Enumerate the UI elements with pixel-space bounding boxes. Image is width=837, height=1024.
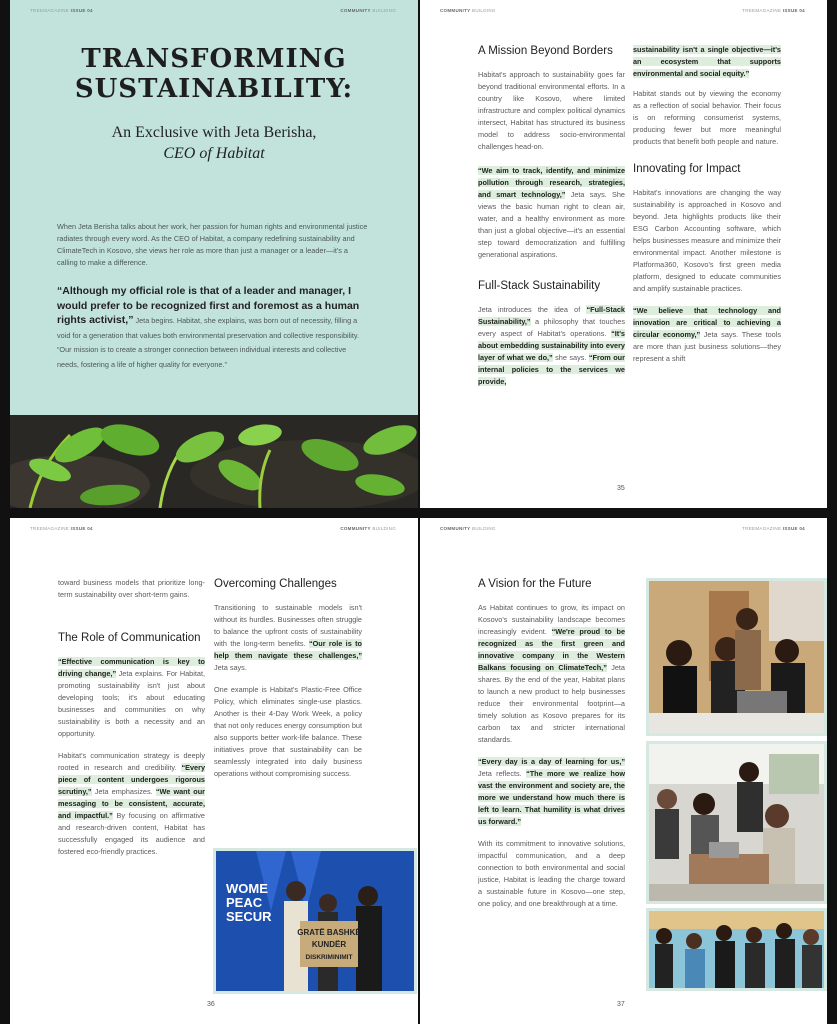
challenges-paragraph (214, 602, 362, 674)
seedlings-illustration (10, 415, 418, 508)
role-quote: “Effective communication is key to driving change,” (58, 657, 205, 678)
seedlings-photo (10, 415, 418, 508)
section-sub-label: BUILDING (472, 526, 496, 531)
issue-label: ISSUE 04 (782, 8, 805, 13)
learning-paragraph (478, 756, 625, 828)
role-paragraph (58, 656, 205, 740)
magazine-name: TREEMAGAZINE (30, 8, 70, 13)
column-text (478, 577, 625, 918)
page-number: 36 (207, 1001, 215, 1008)
learning-text: Jeta reflects. (478, 769, 527, 778)
mission-quote-follow: Jeta says. She views the basic human right to clean air, water, and a healthy environment as more than just a global objective—it's an essential step toward democratization and fulfilling generational aspirations. (478, 190, 625, 259)
article-title (10, 44, 418, 104)
women-peace-security-photo (213, 848, 417, 994)
vision-body (478, 602, 625, 910)
team-photo-3 (646, 908, 827, 991)
vision-highlight: “We're proud to be recognized as the first green and innovative company in the Western Balkans focusing on ClimateTech,” (478, 627, 625, 672)
challenges-highlight: “Our role is to help them navigate these challenges,” (214, 639, 362, 660)
right-body (633, 44, 781, 148)
innovating-quote: “We believe that technology and innovation are critical to achieving a circular economy,” (633, 306, 781, 339)
section-sub-label: BUILDING (372, 8, 396, 13)
issue-label: ISSUE 04 (70, 526, 93, 531)
strategy-text-c: By focusing on affirmative and research-driven content, Habitat has successfully engaged its audience and fostered eco-friendly practices. (58, 811, 205, 856)
section-header (440, 526, 496, 531)
vision-text-a: As Habitat continues to grow, its impact on Kosovo's sustainability landscape becomes increasingly evident. (478, 603, 625, 636)
team-photo-2 (646, 741, 827, 904)
lead-quote (57, 284, 369, 371)
event-photo-illustration (216, 851, 414, 991)
team-photo-2-illustration (649, 744, 824, 901)
title-line-2: SUSTAINABILITY: (74, 74, 354, 104)
heading-fullstack: Full-Stack Sustainability (478, 280, 601, 292)
sign-text-2: KUNDËR (311, 940, 347, 949)
article-subtitle (10, 122, 418, 164)
strategy-highlight-2: “We want our messaging to be consistent, accurate, and impactful.” (58, 787, 205, 820)
learning-highlight-2: “The more we realize how vast the environment and society are, the more we understand how much there is left to learn. That humility is what drives us forward.” (478, 769, 625, 826)
page-37 (420, 518, 827, 1024)
magazine-name: TREEMAGAZINE (742, 8, 782, 13)
fullstack-text-a: Jeta introduces the idea of (478, 305, 587, 314)
section-sub-label: BUILDING (472, 8, 496, 13)
column-right (214, 577, 362, 788)
continued-paragraph: toward business models that prioritize long-term sustainability over short-term gains. (58, 578, 205, 599)
team-photo-1 (646, 578, 827, 736)
banner-text-3: SECUR (226, 909, 272, 924)
fullstack-highlight-1: “Full-Stack Sustainability,” (478, 305, 625, 326)
lead-quote-text: “Although my official role is that of a leader and manager, I would prefer to be recognized first and foremost as a human rights activist,” (57, 285, 360, 326)
mission-body (478, 69, 625, 261)
page-36 (10, 518, 418, 1024)
economy-paragraph: Habitat stands out by viewing the economy as a reflection of social behavior. Their focus is on reforming consumerist systems, producing fewer but more meaningful products that benefit both people and nature. (633, 89, 781, 146)
heading-vision: A Vision for the Future (478, 578, 592, 590)
team-photo-3-illustration (649, 911, 824, 988)
innovating-follow: Jeta says. These tools are more than just business solutions—they represent a shift (633, 330, 782, 363)
innovating-body (633, 187, 781, 365)
team-photo-1-illustration (649, 581, 824, 733)
page-34 (10, 0, 418, 508)
section-label: COMMUNITY (340, 526, 371, 531)
role-follow: Jeta explains. For Habitat, promoting sustainability isn't just about developing tools; it's about educating businesses and communities on why sustainability is both a necessity and an opportunity. (58, 669, 206, 738)
closing-paragraph: With its commitment to innovative solutions, impactful communication, and a deep connection to both environmental and social justice, Habitat is leading the charge toward a sustainable future in Kosovo—one step, one policy, and one breakthrough at a time. (478, 839, 625, 908)
challenges-body (214, 602, 362, 780)
issue-label: ISSUE 04 (782, 526, 805, 531)
intro-paragraph: When Jeta Berisha talks about her work, her passion for human rights and environmental justice radiates through every word. As the CEO of Habitat, a company redefining sustainability and ClimateTech in Kosovo, she views her role as more than just a manager or a leader—it's a calling to make a difference. (57, 222, 368, 267)
fullstack-text-b: a philosophy that touches every aspect of Habitat's operations. (478, 317, 625, 338)
section-header (340, 8, 396, 13)
heading-innovating: Innovating for Impact (633, 163, 741, 175)
vision-paragraph (478, 602, 625, 746)
column-left (58, 577, 205, 866)
ecosystem-quote: sustainability isn't a single objective—it's an ecosystem that supports environmental and social equity.” (633, 45, 781, 78)
page-number: 35 (617, 485, 625, 492)
strategy-highlight-1: “Every piece of content undergoes rigorous scrutiny,” (58, 763, 205, 796)
learning-highlight-1: “Every day is a day of learning for us,” (478, 757, 625, 766)
running-header (742, 8, 805, 13)
running-header (30, 8, 93, 13)
issue-label: ISSUE 04 (70, 8, 93, 13)
subtitle-line-1: An Exclusive with Jeta Berisha, (111, 124, 317, 141)
page-number: 37 (617, 1001, 625, 1008)
column-right (633, 44, 781, 373)
title-line-1: TRANSFORMING (81, 44, 347, 74)
running-header (30, 526, 93, 531)
innovating-quote-paragraph (633, 305, 781, 365)
subtitle-line-2: CEO of Habitat (163, 145, 265, 162)
strategy-text-a: Habitat's communication strategy is deeply rooted in research and credibility. (58, 751, 205, 772)
strategy-text-b: Jeta emphasizes. (91, 787, 156, 796)
banner-text-2: PEAC (226, 895, 263, 910)
column-left (478, 44, 625, 396)
innovating-paragraph: Habitat's innovations are changing the way sustainability is approached in Kosovo and beyond. Jeta highlights products like their ESG Carbon Accounting software, which helps businesses measure and minimize their environmental impact. Another milestone is Platforma360, Kosovo's first green media platform, designed to educate communities and amplify sustainable practices. (633, 188, 781, 293)
strategy-paragraph (58, 750, 205, 858)
magazine-name: TREEMAGAZINE (742, 526, 782, 531)
running-header (742, 526, 805, 531)
mission-quote-paragraph (478, 165, 625, 261)
heading-role-communication: The Role of Communication (58, 632, 201, 644)
heading-mission: A Mission Beyond Borders (478, 45, 613, 57)
lead-quote-follow: Jeta begins. Habitat, she explains, was born out of necessity, filling a void for a generation that values both environmental preservation and collective responsibility. “Our mission is to create a stronger connection between individual interests and collective needs, fostering a life of higher quality for everyone.” (57, 316, 360, 369)
mission-paragraph: Habitat's approach to sustainability goes far beyond traditional environmental efforts. In a country like Kosovo, where limited infrastructure and complex political dynamics intersect, Habitat has structured its business model to address socio-environmental challenges head-on. (478, 70, 625, 151)
section-header (340, 526, 396, 531)
magazine-name: TREEMAGAZINE (30, 526, 70, 531)
fullstack-highlight-2: “It's about embedding sustainability into every layer of what we do,” (478, 329, 625, 362)
banner-text-1: WOME (226, 881, 268, 896)
challenges-text-b: Jeta says. (214, 663, 247, 672)
mission-quote: “We aim to track, identify, and minimize pollution through research, strategies, and smart technology,” (478, 166, 625, 199)
policies-paragraph: One example is Habitat's Plastic-Free Office Policy, which eliminates single-use plastics. Another is their 4-Day Work Week, a policy that not only reduces energy consumption but also supports better work-life balance. These initiatives prove that sustainability can be seamlessly integrated into daily business operations without compromising success. (214, 685, 362, 778)
page-35 (420, 0, 827, 508)
section-label: COMMUNITY (340, 8, 371, 13)
sign-text-3: DISKRIMINIMIT (305, 954, 353, 961)
section-label: COMMUNITY (440, 526, 471, 531)
section-label: COMMUNITY (440, 8, 471, 13)
heading-challenges: Overcoming Challenges (214, 578, 337, 590)
section-header (440, 8, 496, 13)
section-sub-label: BUILDING (372, 526, 396, 531)
sign-text-1: GRATË BASHKË (297, 928, 361, 937)
role-body (58, 656, 205, 858)
challenges-text-a: Transitioning to sustainable models isn't without its hurdles. Businesses often struggle to balance the upfront costs of sustainability with the long-term benefits. (214, 603, 362, 648)
fullstack-text-c: she says. (552, 353, 589, 362)
fullstack-highlight-3: “From our internal policies to the services we provide, (478, 353, 625, 386)
vision-text-b: Jeta shares. By the end of the year, Habitat plans to launch a new product to help businesses reduce their environmental footprint—a timely solution as Kosovo prepares for its carbon tax and stricter international standards. (478, 663, 625, 744)
fullstack-body (478, 304, 625, 388)
fullstack-paragraph (478, 304, 625, 388)
